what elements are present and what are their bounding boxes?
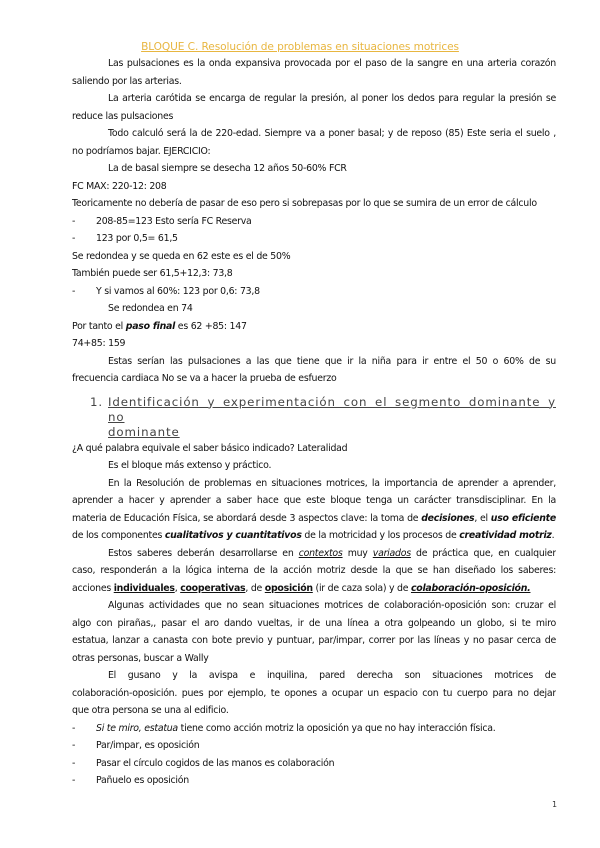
- paragraph-line: otras personas, buscar a Wally: [72, 652, 209, 664]
- paragraph-line: Las pulsaciones es la onda expansiva provocada por el paso de la sangre en una arteria corazón: [108, 58, 556, 69]
- document-title: BLOQUE C. Resolución de problemas en situaciones motrices: [141, 41, 459, 53]
- paragraph-line: que otra persona se una al edificio.: [72, 705, 229, 716]
- emphasis-text: contextos: [298, 547, 343, 559]
- question-line: ¿A qué palabra equivale el saber básico indicado? Lateralidad: [72, 442, 348, 454]
- paragraph-line: Se redondea en 74: [108, 303, 193, 314]
- bullet-item: [72, 737, 556, 755]
- text-run: acciones: [72, 582, 114, 594]
- bullet-item: [72, 720, 556, 738]
- paragraph-line: Todo calculó será la de 220-edad. Siempre va a poner basal; y de reposo (85) Este seria el suelo ,: [108, 128, 556, 139]
- text-run: muy: [342, 547, 373, 559]
- bullet-item: [72, 755, 556, 773]
- bullet-dash: -: [72, 740, 76, 751]
- paragraph-line: La de basal siempre se desecha 12 años 50-60% FCR: [108, 163, 347, 174]
- paragraph-line: Teoricamente no debería de pasar de eso pero si sobrepasas por lo que se sumira de un error de cálculo: [72, 198, 537, 209]
- emphasis-text: cualitativos y cuantitativos: [164, 530, 302, 541]
- paragraph-line: 74+85: 159: [72, 338, 126, 349]
- paragraph-line: [72, 510, 556, 528]
- paragraph-line: Se redondea y se queda en 62 este es el de 50%: [72, 250, 291, 262]
- emphasis-text: paso final: [125, 320, 176, 332]
- paragraph-line: [72, 580, 556, 598]
- emphasis-text: variados: [372, 547, 411, 559]
- bullet-dash: -: [72, 757, 76, 769]
- emphasis-text: cooperativas: [180, 582, 246, 594]
- paragraph-line: También puede ser 61,5+12,3: 73,8: [72, 268, 233, 279]
- bullet-item: [72, 230, 556, 248]
- emphasis-text: uso eficiente: [490, 512, 556, 524]
- paragraph-line: aprender a hacer y aprender a saber hace que este bloque tenga un carácter transdisciplinar. En la: [72, 495, 556, 506]
- paragraph-line: [72, 527, 556, 545]
- paragraph-line: Es el bloque más extenso y práctico.: [108, 460, 272, 471]
- text-run: de práctica que, en cualquier: [410, 547, 556, 559]
- paragraph-line: no podríamos bajar. EJERCICIO:: [72, 145, 211, 157]
- bullet-text: 123 por 0,5= 61,5: [96, 233, 178, 244]
- text-run: Por tanto el: [72, 320, 126, 332]
- emphasis-text: creatividad motriz: [459, 530, 552, 541]
- paragraph-line: Estas serían las pulsaciones a las que tiene que ir la niña para ir entre el 50 o 60% de su: [108, 355, 556, 367]
- bullet-text: Pasar el círculo cogidos de las manos es colaboración: [96, 757, 335, 769]
- paragraph-line: frecuencia cardiaca No se va a hacer la prueba de esfuerzo: [72, 373, 337, 384]
- text-run: (ir de caza sola) y de: [312, 582, 411, 594]
- paragraph-line: reduce las pulsaciones: [72, 110, 174, 122]
- paragraph-line: caso, responderán a la lógica interna de la acción motriz desde la que se han diseñado los saberes:: [72, 565, 556, 576]
- paragraph-line: Algunas actividades que no sean situaciones motrices de colaboración-oposición son: cruzar el: [108, 600, 556, 611]
- paragraph-line: estatua, lanzar a canasta con bote previo y puntuar, par/impar, correr por las líneas y no pasar cerca de: [72, 635, 556, 646]
- paragraph-line: saliendo por las arterias.: [72, 75, 182, 87]
- emphasis-text: Si te miro, estatua: [96, 722, 178, 734]
- text-run: de los componentes: [72, 530, 165, 541]
- paragraph-line: En la Resolución de problemas en situaciones motrices, la importancia de aprender a aprender,: [108, 477, 556, 489]
- paragraph-line: FC MAX: 220-12: 208: [72, 180, 167, 192]
- bullet-item: [72, 213, 556, 231]
- text-run: .: [551, 530, 555, 541]
- heading-number: 1.: [90, 394, 104, 409]
- emphasis-text: oposición: [264, 582, 313, 594]
- text-run: es 62 +85: 147: [175, 320, 247, 332]
- paragraph-line: [72, 545, 556, 563]
- bullet-dash: -: [72, 285, 76, 297]
- bullet-item: [72, 772, 556, 790]
- bullet-dash: -: [72, 215, 76, 227]
- paragraph-line: [72, 318, 556, 336]
- text-run: Estos saberes deberán desarrollarse en: [108, 547, 299, 559]
- emphasis-text: decisiones: [421, 512, 475, 524]
- bullet-text: Par/impar, es oposición: [96, 740, 200, 751]
- bullet-text: 208-85=123 Esto sería FC Reserva: [96, 215, 252, 227]
- paragraph-line: algo con pirañas,, pasar el aro dando vueltas, ir de una línea a otra golpeando un globo, si te miro: [72, 617, 556, 629]
- heading-line: dominante: [108, 424, 180, 439]
- paragraph-line: colaboración-oposición. pues por ejemplo, te opones a ocupar un espacio con tu cuerpo para no dejar: [72, 687, 556, 699]
- bullet-text: Y si vamos al 60%: 123 por 0,6: 73,8: [96, 285, 260, 297]
- text-run: materia de Educación Física, se abordará desde 3 aspectos clave: la toma de: [72, 512, 422, 524]
- bullet-item: [72, 283, 556, 301]
- text-run: , el: [474, 512, 491, 524]
- paragraph-line: El gusano y la avispa e inquilina, pared derecha son situaciones motrices de: [108, 670, 556, 681]
- page-number: 1: [552, 800, 558, 809]
- emphasis-text: colaboración-oposición.: [410, 582, 531, 594]
- document-body: [72, 55, 556, 790]
- emphasis-text: individuales: [113, 582, 175, 594]
- bullet-dash: -: [72, 233, 76, 244]
- text-run: ,: [174, 582, 181, 594]
- text-run: tiene como acción motriz la oposición ya que no hay interacción física.: [177, 722, 496, 734]
- text-run: de la motricidad y los procesos de: [301, 530, 460, 541]
- bullet-text: Pañuelo es oposición: [96, 775, 189, 786]
- bullet-text: [96, 720, 496, 738]
- heading-line: Identificación y experimentación con el segmento dominante y no: [108, 394, 556, 424]
- bullet-dash: -: [72, 722, 76, 734]
- paragraph-line: La arteria carótida se encarga de regular la presión, al poner los dedos para regular la presión se: [108, 93, 556, 104]
- section-heading: [72, 395, 556, 440]
- text-run: , de: [245, 582, 265, 594]
- bullet-dash: -: [72, 775, 76, 786]
